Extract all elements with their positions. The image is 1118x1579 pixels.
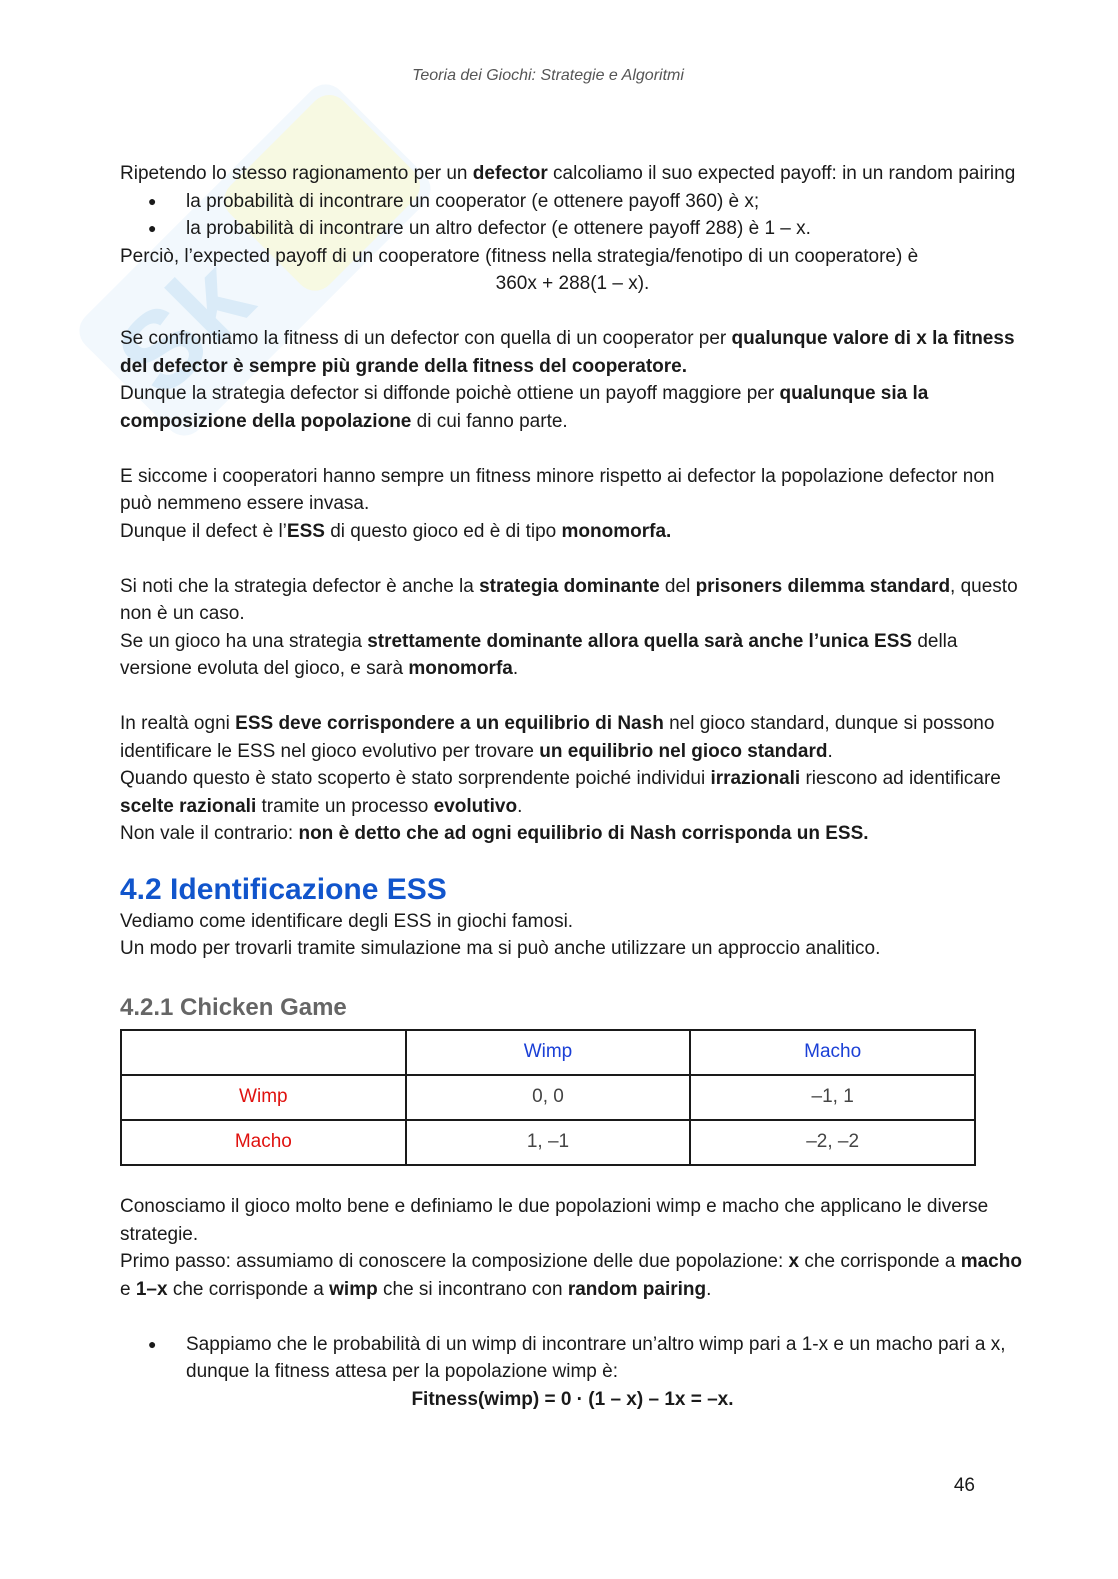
table-row — [121, 1120, 975, 1165]
paragraph: Un modo per trovarli tramite simulazione ma si può anche utilizzare un approccio analitico. — [120, 938, 881, 959]
column-header: Wimp — [406, 1030, 691, 1075]
table-cell: 0, 0 — [406, 1075, 691, 1120]
paragraph: Dunque la strategia defector si diffonde poichè ottiene un payoff maggiore per qualunque sia la composizione della popolazione di cui fanno parte. — [120, 383, 929, 432]
list-item: ● la probabilità di incontrare un altro defector (e ottenere payoff 288) è 1 – x. — [120, 215, 1025, 243]
table-row — [121, 1075, 975, 1120]
row-header: Macho — [121, 1120, 406, 1165]
paragraph: Vediamo come identificare degli ESS in giochi famosi. — [120, 910, 574, 932]
row-header: Wimp — [121, 1075, 406, 1120]
paragraph: In realtà ogni ESS deve corrispondere a un equilibrio di Nash nel gioco standard, dunque si possono identificare le ESS nel gioco evolutivo per trovare un equilibrio nel gioco standard. — [120, 713, 995, 762]
bullet-list — [120, 1331, 1025, 1386]
paragraph: Se un gioco ha una strategia strettamente dominante allora quella sarà anche l’unica ESS della versione evoluta del gioco, e sarà monomorfa. — [120, 630, 958, 679]
formula: Fitness(wimp) = 0 · (1 – x) – 1x = –x. — [411, 1388, 734, 1410]
section-heading: 4.2 Identificazione ESS — [120, 872, 447, 906]
paragraph: Ripetendo lo stesso ragionamento per un defector calcoliamo il suo expected payoff: in un random pairing — [120, 163, 1016, 184]
subsection-heading: 4.2.1 Chicken Game — [120, 993, 347, 1021]
paragraph: Se confrontiamo la fitness di un defector con quella di un cooperator per qualunque valore di x la fitness del defector è sempre più grande della fitness del cooperatore. — [120, 328, 1015, 377]
column-header: Macho — [690, 1030, 975, 1075]
running-header: Teoria dei Giochi: Strategie e Algoritmi — [412, 67, 684, 84]
watermark-text: Sk — [93, 236, 276, 419]
bullet-list — [120, 188, 1025, 243]
paragraph: Dunque il defect è l’ESS di questo gioco ed è di tipo monomorfa. — [120, 520, 672, 542]
list-item: ● la probabilità di incontrare un cooperator (e ottenere payoff 360) è x; — [120, 188, 1025, 216]
paragraph: Primo passo: assumiamo di conoscere la composizione delle due popolazione: x che corrisponde a macho e 1–x che corrisponde a wimp che si incontrano con random pairing. — [120, 1251, 1022, 1300]
table-cell: –2, –2 — [690, 1120, 975, 1165]
paragraph: Quando questo è stato scoperto è stato sorprendente poiché individui irrazionali riescono ad identificare scelte razionali tramite un processo evolutivo. — [120, 768, 1001, 817]
table-cell: –1, 1 — [690, 1075, 975, 1120]
table-corner-cell — [121, 1030, 406, 1075]
paragraph: Si noti che la strategia defector è anche la strategia dominante del prisoners dilemma standard, questo non è un caso. — [120, 575, 1018, 624]
payoff-table — [120, 1029, 976, 1166]
list-item: ● Sappiamo che le probabilità di un wimp di incontrare un’altro wimp pari a 1-x e un macho pari a x, dunque la fitness attesa per la popolazione wimp è: — [120, 1331, 1025, 1386]
paragraph: Non vale il contrario: non è detto che ad ogni equilibrio di Nash corrisponda un ESS. — [120, 823, 869, 844]
page-number: 46 — [953, 1475, 975, 1496]
paragraph: Perciò, l’expected payoff di un cooperatore (fitness nella strategia/fenotipo di un cooperatore) è — [120, 245, 919, 267]
table-cell: 1, –1 — [406, 1120, 691, 1165]
formula: 360x + 288(1 – x). — [495, 273, 650, 294]
paragraph: Conosciamo il gioco molto bene e definiamo le due popolazioni wimp e macho che applicano le diverse strategie. — [120, 1196, 989, 1245]
paragraph: E siccome i cooperatori hanno sempre un fitness minore rispetto ai defector la popolazione defector non può nemmeno essere invasa. — [120, 465, 995, 514]
table-header-row — [121, 1030, 975, 1075]
page-body — [120, 160, 1025, 1413]
